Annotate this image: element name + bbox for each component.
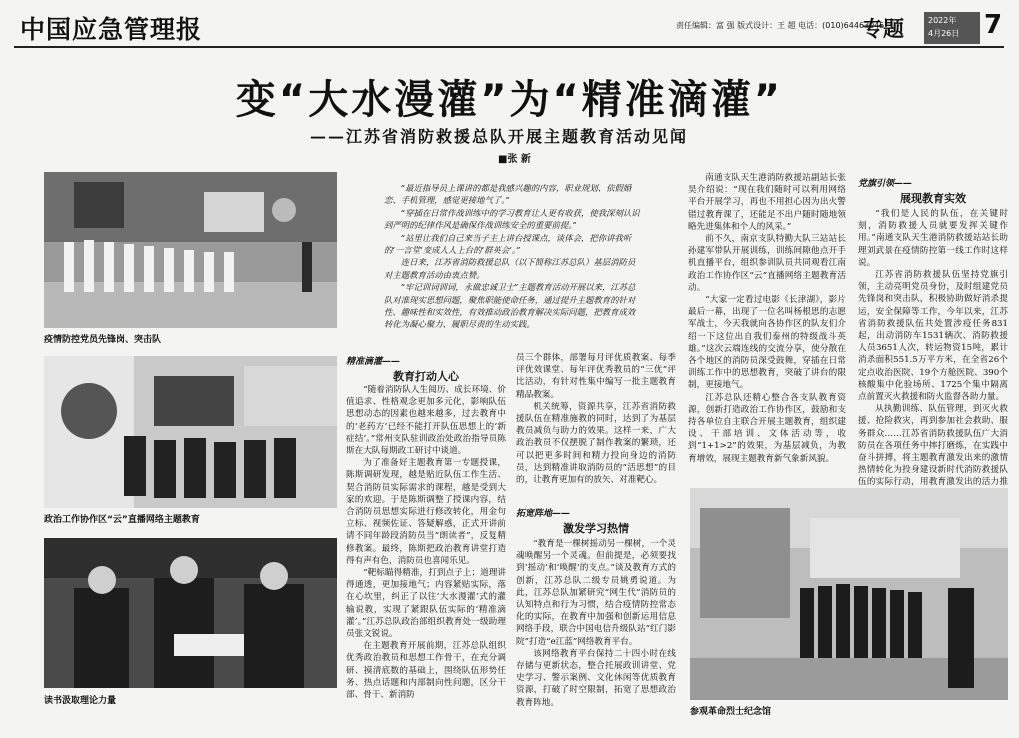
intro-para: 连日来，江苏省消防救援总队（以下简称江苏总队）基层消防员对主题教育活动由衷点赞。 <box>384 257 636 280</box>
paragraph: 机关统筹，资源共享，江苏省消防救援队伍在精准施教的同时，达到了为基层教员减负与助力的效果。这样一来，广大政治教员不仅摆脱了制作教案的繁琐，还可以把更多时间和精力投向身边的消防员，达到精准讲取消防员的“活思想”的目的，让教育更加有的放矢、对准靶心。 <box>516 401 676 486</box>
paragraph: “大家一定看过电影《长津湖》，影片最后一幕，出现了一位名叫杨根思的志愿军战士，今天我就向各协作区的队友们介绍一下这位出自我们泰州的特级战斗英雄。”这次云端连线的交流分享，使分散在各个地区的消防员深受鼓舞，穿插在日常训练工作中的思想教育，突破了讲台的限制，更接地气。 <box>688 295 846 391</box>
intro-para: “牢记训词训词，永做忠诚卫士”主题教育活动开展以来，江苏总队对准现实思想问题，聚焦职能使命任务，通过提升主题教育的针对性、趣味性和实效性，有效推动政治教育解决实际问题，把教育成效转化为凝心聚力、履职尽责的生动实践。 <box>384 282 636 330</box>
paragraph: “随着消防队人生阅历、成长环境、价值追求、性格观念更加多元化，影响队伍思想动态的因素也越来越多，过去教育中的‘老药方’已经不能打开队伍思想上的‘新症结’。”常州支队驻训政治处政治指导员陈斯在大队每期政工研讨中谈道。 <box>346 385 506 457</box>
column-2-top <box>516 352 676 500</box>
column-4 <box>858 208 1008 488</box>
date-box <box>924 12 980 44</box>
paragraph: 江苏省消防救援队伍坚持党旗引领，主动亮明党员身份，及时组建党员先锋岗和突击队，积极协助做好消杀提运，安全保障等工作，今年以来，江苏省消防救援队伍共处置涉疫任务831起，出动消防车1531辆次、消防救援人员3651人次，转运物资15吨，累计消杀面积551.5万平方米，在全省26个定点收治医院、19个方舱医院、390个核酸集中化验场所、1725个集中隔离点前置灭火救援和防火监督各助力量。 <box>858 270 1008 403</box>
section2-title: 激发学习热情 <box>563 522 629 535</box>
section1-title: 教育打动人心 <box>393 370 459 383</box>
paragraph: 员三个群体，部署每月评优质教案、每季评优效课堂、每年评优秀教员的“三优”评比活动，有针对性集中编写一批主题教育精品教案。 <box>516 353 676 400</box>
photo-reading-image <box>44 538 337 688</box>
photo2-caption: 政治工作协作区“云”直播网络主题教育 <box>44 515 200 525</box>
photo-cloud-broadcast-image <box>44 356 337 508</box>
photo4-caption: 参观革命烈士纪念馆 <box>690 707 772 717</box>
headline: 变“大水漫灌”为“精准滴灌” <box>235 77 784 123</box>
photo-reading <box>44 538 337 688</box>
intro-para: “穿插在日常作战训练中的学习教育让人更有收获，使我深刻认识到严明的纪律作风是确保作战训练安全的重要前提。” <box>384 207 640 231</box>
column-1 <box>346 384 506 728</box>
paragraph: 为了准备好主题教育第一专题授课，陈斯调研发现，越是贴近队伍工作生活、契合消防员实际需求的课程，越是受到大家的欢迎。于是陈斯调整了授课内容，结合消防员思想实际进行修改转化，用金句立标、视频佐证、答疑解惑，正式开讲前请不同年龄段消防员当“朗读者”，反复精修教案。最终，陈斯把政治教育讲堂打造得有声有色，消防员也喜闻乐见。 <box>346 458 506 566</box>
paragraph: 在主题教育开展前期，江苏总队组织优秀政治教员和思想工作骨干，在充分调研、摸清底数的基础上，围绕队伍形势任务、热点话题和内部制向性问题，区分干部、骨干、新消防 <box>346 641 506 701</box>
paragraph: “教育是一棵树摇动另一棵树，一个灵魂唤醒另一个灵魂。但前提是，必须要找到‘摇动’和‘唤醒’的支点。”谈及教育方式的创新，江苏总队二级专员姚勇说道。为此，江苏总队加紧研究“网生代”消防员的认知特点和行为习惯，结合疫情防控常态化的实际，在教育中加强和创新运用信息网络手段，联合中国电信升级队站“红门影院”打造“e江蓝”网络教育平台。 <box>516 539 676 647</box>
photo3-caption: 读书汲取理论力量 <box>44 696 117 706</box>
photo-memorial <box>690 488 1008 700</box>
paragraph: 江苏总队还精心整合各支队教育资源，创新打造政治工作协作区，鼓励和支持各单位自主联合开展主题教育，组织建设、干部培训、文体活动等，收到“1+1>2”的效果，为基层减负，为教育增效，展现主题教育新气象新风貌。 <box>688 392 846 464</box>
paragraph: 该网络教育平台保持二十四小时在线存储与更新状态，整合托展政训讲堂、党史学习、警示案例、文化休闲等优质教育资源，打破了时空限制，拓宽了思想政治教育阵地。 <box>516 648 676 708</box>
section3-kicker: 党旗引领—— <box>858 179 913 189</box>
paragraph: “我们是人民的队伍，在关键时刻，消防救援人员就要发挥关键作用。”南通支队天生港消防救援站站长助理刘武景在疫情防控第一线工作时这样说。 <box>858 209 1008 268</box>
masthead-logo: 中国应急管理报 <box>20 15 203 44</box>
header-rule <box>14 46 1004 48</box>
paragraph: 南通支队天生港消防救援站副站长张昊介绍说：“现在我们随时可以利用网络平台开展学习，再也不用担心因为出火警错过教育课了，还能足不出户随时随地领略先进集体和个人的风采。” <box>688 173 846 232</box>
date: 4月26日 <box>928 29 960 38</box>
paragraph: 从执勤训练、队伍管理，到灭火救援、抢险救灾，再到参加社会救助、服务群众……江苏省消防救援队伍广大消防员在各项任务中摔打磨炼，在实践中奋斗拼搏，将主题教育激发出来的激情热情转化为投身建设新时代消防救援队伍的实际行动，用教育激发出的活力推 <box>858 404 1008 488</box>
page-number: 7 <box>984 10 1003 40</box>
section2-kicker: 拓宽阵地—— <box>516 509 571 519</box>
intro-para: “站里让我们自己来当子主上讲台授课点，谈体会，把你讲我听的‘一言堂’变成人人上台的‘群英会’。” <box>384 232 632 256</box>
photo-epidemic-squad-image <box>44 172 337 328</box>
paragraph: “靶标瞄得精准，打到点子上；道理讲得通透，更加接地气；内容紧贴实际，落在心坎里，纠正了以往‘大水漫灌’式的灌输说教，实现了紧跟队伍实际的‘精准滴灌’。”江苏总队政治部组织教育处一级助理员张文锐说。 <box>346 568 506 640</box>
intro-para: “最近指导员上课讲的都是我感兴趣的内容，职业规划、依假婚恋、手机管理，感觉更接地气了。” <box>384 183 632 206</box>
section3-title: 展现教育实效 <box>900 192 966 205</box>
section-label: 专题 <box>862 17 904 41</box>
editor-info: 责任编辑：富 强 版式设计：王 超 电话：(010)64463045 <box>676 21 885 30</box>
column-2-bottom <box>516 538 676 728</box>
photo1-caption: 疫情防控党员先锋岗、突击队 <box>44 335 162 345</box>
intro-text <box>384 182 642 340</box>
photo-epidemic-squad <box>44 172 337 328</box>
column-3 <box>688 172 846 484</box>
section1-kicker: 精准滴灌—— <box>346 357 401 367</box>
byline: ■张 新 <box>498 154 531 165</box>
subtitle: ——江苏省消防救援总队开展主题教育活动见闻 <box>310 127 689 146</box>
year: 2022年 <box>928 16 957 25</box>
paragraph: 前不久，南京支队特勤大队三站站长孙建军带队开展训练，训练间隙他点开手机直播平台，组织参训队员共同观看江南政治工作协作区“云”直播网络主题教育活动。 <box>688 234 846 293</box>
photo-cloud-broadcast <box>44 356 337 508</box>
photo-memorial-image <box>690 488 1008 700</box>
